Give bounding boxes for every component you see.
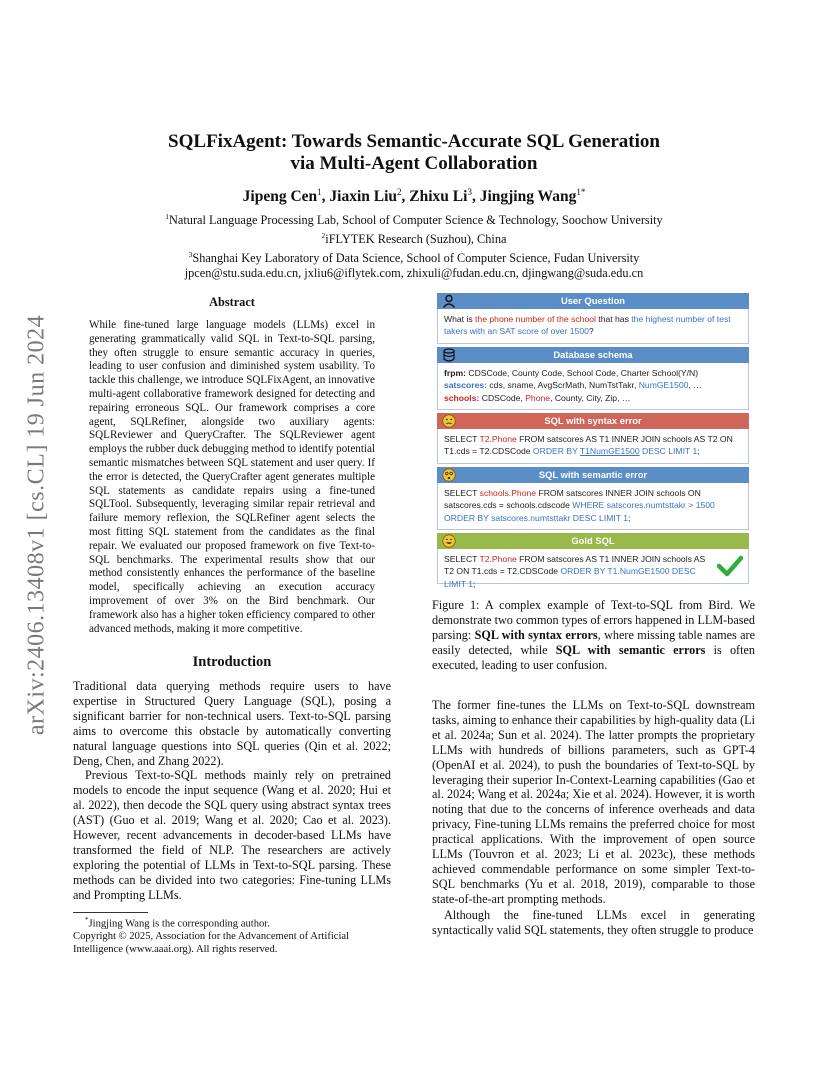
gold-sql-title: Gold SQL [571,535,615,546]
confused-face-icon [442,414,456,428]
semantic-error-title: SQL with semantic error [538,469,648,480]
affiliation-text: iFLYTEK Research (Suzhou), China [325,232,507,247]
affiliation [0,209,828,228]
paper-title [0,131,828,175]
author-name: Jingjing Wang [479,188,577,206]
schema-table-satscores: satscores: cds, sname, AvgScrMath, NumTstTakr, NumGE1500, … [444,380,702,391]
author-name: Zhixu Li [409,188,468,206]
caption-bold-syntax: SQL with syntax errors [474,627,598,642]
check-icon [717,555,743,577]
user-icon [442,294,456,308]
author-name: Jiaxin Liu [329,188,398,206]
author-list: Jipeng Cen$^1$, Jiaxin Liu$^2$, Zhixu Li$^3$, Jingjing Wang$^{1*}$ [242,187,586,206]
footnote-rule [73,912,148,913]
copyright-notice: Copyright © 2025, Association for the Advancement of Artificial Intelligence (www.aaai.org). All rights reserved. [73,931,350,955]
semantic-error-sql: SELECT schools.Phone FROM satscores INNER JOIN schools ON satscores.cds = schools.cdscode WHERE satscores.numtsttakr > 1500 ORDER BY satscores.numtsttakr DESC LIMIT 1; [437,483,749,530]
gold-sql-block [437,533,749,589]
dizzy-face-icon [442,468,456,482]
schema-title: Database schema [553,349,633,360]
user-question-title: User Question [560,295,626,306]
affiliation-sup: 3 [188,250,193,260]
database-icon [442,348,456,362]
schema-table-schools: schools: CDSCode, Phone, County, City, Zip, … [444,392,631,403]
body-paragraph: The former fine-tunes the LLMs on Text-to-SQL downstream tasks, aiming to enhance their capabilities by high-quality data (Li et al. 2024a; Sun et al. 2024). The latter prompts the proprietary LLMs with hundreds of billions parameters, such as GPT-4 (OpenAI et al. 2024), to push the boundaries of Text-to-SQL by leveraging their superior In-Context-Learning capabilities (Gao et al. 2024; Wang et al. 2024a; Xie et al. 2024). However, it is worth noting that due to the concerns of inference overheads and data privacy, Fine-tuning LLMs remains the preferred choice for most practical applications. With the improvement of open source LLMs (Touvron et al. 2023; Li et al. 2023c), these methods achieved commendable performance on some simpler Text-to-SQL benchmarks (Yu et al. 2018, 2019), comparable to those state-of-the-art prompting methods. [432,698,755,906]
affiliation-sup: 1 [165,212,170,221]
arxiv-stamp-text: arXiv:2406.13408v1 [cs.CL] 19 Jun 2024 [23,314,50,736]
gold-sql-header [437,533,749,549]
caption-bold-semantic: SQL with semantic errors [555,642,706,657]
affiliation [0,247,828,266]
figure-1 [437,293,749,589]
affiliation-text: Shanghai Key Laboratory of Data Science, School of Computer Science, Fudan University [192,251,640,266]
introduction-body [73,679,391,903]
intro-paragraph: Traditional data querying methods require users to have expertise in Structured Query Language (SQL), posing a significant barrier for non-technical users. Text-to-SQL parsing aims to overcome this obstacle by automatically converting natural language questions into SQL queries (Qin et al. 2022; Deng, Chen, and Zhang 2022). [73,679,391,768]
author-sup: 1* [576,187,586,197]
footnote [73,914,391,956]
question-highlight-phone: the phone number of the school [475,314,596,324]
affiliation-sup: 2 [321,231,326,241]
intro-paragraph: Previous Text-to-SQL methods mainly rely on pretrained models to encode the input sequence (Wang et al. 2020; Hui et al. 2022), then decode the SQL query using abstract syntax trees (AST) (Guo et al. 2019; Wang et al. 2020; Cao et al. 2023). However, recent advancements in decoder-based LLMs have transformed the field of NLP. The researchers are actively exploring the potential of LLMs in Text-to-SQL parsing. These methods can be divided into two categories: Fine-tuning LLMs and Prompting LLMs. [73,768,391,902]
author-emails: jpcen@stu.suda.edu.cn, jxliu6@iflytek.com, zhixuli@fudan.edu.cn, djingwang@suda.edu.cn [184,266,644,281]
user-question-header [437,293,749,309]
author-name: Jipeng Cen [242,188,318,206]
footnote-sup: * [85,916,89,924]
smile-face-icon [442,534,456,548]
schema-header [437,347,749,363]
semantic-error-header [437,467,749,483]
footnote-text: Jingjing Wang is the corresponding author. [88,918,270,930]
gold-sql-body: SELECT T2.Phone FROM satscores AS T1 INNER JOIN schools AS T2 ON T1.cds = T2.CDSCode ORDER BY T1.NumGE1500 DESC LIMIT 1; [437,549,749,584]
user-question-text: What is the phone number of the school that has the highest number of test takers with an SAT score of over 1500? [437,309,749,344]
syntax-error-block [437,413,749,464]
abstract-heading: Abstract [209,295,255,309]
syntax-error-header [437,413,749,429]
author-sup: 2 [397,187,402,197]
figure-caption: Figure 1: A complex example of Text-to-SQL from Bird. We demonstrate two common types of errors happened in LLM-based parsing: SQL with syntax errors, where missing table names are easily detected, while SQL with semantic errors is often executed, leading to user confusion. [432,598,755,672]
syntax-error-sql: SELECT T2.Phone FROM satscores AS T1 INNER JOIN schools AS T2 ON T1.cds = T2.CDSCode ORDER BY T1NumGE1500 DESC LIMIT 1; [437,429,749,464]
abstract-body: While fine-tuned large language models (LLMs) excel in generating grammatically valid SQL in Text-to-SQL parsing, they often struggle to ensure semantic accuracy in queries, leading to user confusion and diminished system usability. To tackle this challenge, we introduce SQLFixAgent, an innovative multi-agent collaborative framework designed for detecting and repairing erroneous SQL. Our framework comprises a core agent, SQLRefiner, alongside two auxiliary agents: SQLReviewer and QueryCrafter. The SQLReviewer agent employs the rubber duck debugging method to identify potential semantic mismatches between SQL statement and user query. If the error is detected, the QueryCrafter agent generates multiple SQL statements as candidate repairs using a fine-tuned SQLTool. Subsequently, leveraging similar repair retrieval and failure memory reflexion, the SQLRefiner agent selects the most fitting SQL statement from the candidates as the final repair. We evaluated our proposed framework on five Text-to-SQL benchmarks. The experimental results show that our method consistently enhances the performance of the baseline model, specifically achieving an execution accuracy improvement of over 3% on the Bird benchmark. Our framework also has a higher token efficiency compared to other advanced methods, making it more competitive. [89,319,375,635]
semantic-error-block [437,467,749,530]
right-column-body [432,698,755,938]
affiliation [0,228,828,247]
syntax-error-title: SQL with syntax error [544,415,642,426]
user-question-block [437,293,749,344]
author-sup: 1 [317,187,322,197]
question-highlight-condition: the highest number of test takers with an SAT score of over 1500 [444,314,731,337]
affiliations [0,209,828,281]
schema-block [437,347,749,410]
title-line-2: via Multi-Agent Collaboration [290,153,538,174]
body-paragraph: Although the fine-tuned LLMs excel in generating syntactically valid SQL statements, they often struggle to produce [432,907,755,937]
author-sup: 3 [467,187,472,197]
title-line-1: SQLFixAgent: Towards Semantic-Accurate SQL Generation [168,131,660,152]
schema-table-frpm: frpm: CDSCode, County Code, School Code, Charter School(Y/N) [444,368,699,378]
affiliation-text: Natural Language Processing Lab, School of Computer Science & Technology, Soochow University [169,213,663,228]
introduction-heading: Introduction [192,654,272,670]
arxiv-stamp [22,290,52,760]
schema-body [437,363,749,410]
